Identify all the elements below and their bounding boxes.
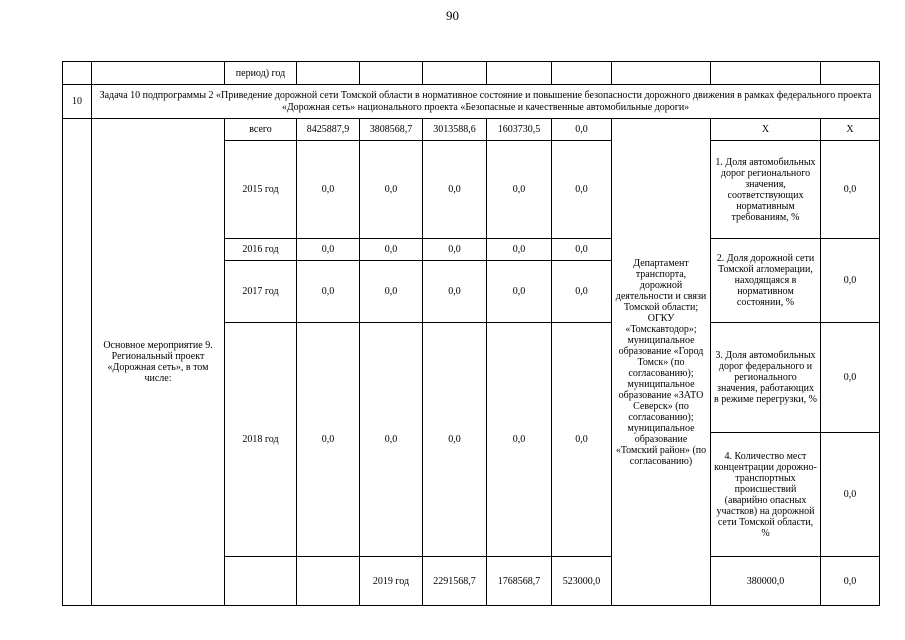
- cell-empty: [612, 62, 711, 85]
- value-cell: 0,0: [297, 141, 360, 239]
- task-title: Задача 10 подпрограммы 2 «Приведение дорожной сети Томской области в нормативное состояние и повышение безопасности дорожного движения в рамках федерального проекта «Дорожная сеть» национального проекта «Безопасные и качественные автомобильные дороги»: [92, 85, 880, 119]
- indicator-value: 0,0: [821, 141, 880, 239]
- program-table: [62, 61, 880, 606]
- value-cell: 1603730,5: [487, 119, 552, 141]
- period-cell: всего: [225, 119, 297, 141]
- value-cell: 0,0: [297, 261, 360, 323]
- value-cell: 0,0: [487, 261, 552, 323]
- indicator-name: 2. Доля дорожной сети Томской агломерации, находящаяся в нормативном состоянии, %: [711, 239, 821, 323]
- period-fragment-cell: период) год: [225, 62, 297, 85]
- indicator-name: 4. Количество мест концентрации дорожно-транспортных происшествий (аварийно опасных участков) на дорожной сети Томской области, %: [711, 433, 821, 557]
- period-cell: 2016 год: [225, 239, 297, 261]
- value-cell: 0,0: [487, 239, 552, 261]
- period-cell: 2015 год: [225, 141, 297, 239]
- value-cell: 2291568,7: [423, 557, 487, 606]
- table-header-row: [63, 62, 880, 85]
- cell-empty: [63, 119, 92, 606]
- value-cell: 523000,0: [552, 557, 612, 606]
- cell-empty: [711, 62, 821, 85]
- value-cell: 0,0: [552, 323, 612, 557]
- value-cell: 0,0: [423, 141, 487, 239]
- indicator-value: 0,0: [821, 433, 880, 557]
- cell-empty: [360, 62, 423, 85]
- value-cell: 0,0: [297, 323, 360, 557]
- value-cell: 0,0: [487, 141, 552, 239]
- value-cell: 0,0: [360, 141, 423, 239]
- value-cell: 3808568,7: [360, 119, 423, 141]
- indicator-value: 0,0: [821, 323, 880, 433]
- value-cell: 0,0: [552, 141, 612, 239]
- period-cell: 2017 год: [225, 261, 297, 323]
- value-cell: 0,0: [821, 557, 880, 606]
- indicator-value: Х: [821, 119, 880, 141]
- value-cell: 0,0: [423, 261, 487, 323]
- page-number: 90: [446, 8, 459, 23]
- cell-empty: [297, 62, 360, 85]
- value-cell: 8425887,9: [297, 119, 360, 141]
- value-cell: 0,0: [487, 323, 552, 557]
- indicator-name: 1. Доля автомобильных дорог регионального значения, соответствующих нормативным требованиям, %: [711, 141, 821, 239]
- cell-empty: [552, 62, 612, 85]
- cell-empty: [92, 62, 225, 85]
- value-cell: 0,0: [423, 323, 487, 557]
- value-cell: 380000,0: [711, 557, 821, 606]
- measure-name: Основное мероприятие 9. Региональный проект «Дорожная сеть», в том числе:: [92, 119, 225, 606]
- value-cell: 0,0: [552, 119, 612, 141]
- indicator-value: 0,0: [821, 239, 880, 323]
- task-row: [63, 85, 880, 119]
- value-cell: 0,0: [552, 239, 612, 261]
- indicator-name: Х: [711, 119, 821, 141]
- period-cell: 2019 год: [360, 557, 423, 606]
- cell-empty: [297, 557, 360, 606]
- value-cell: 1768568,7: [487, 557, 552, 606]
- period-cell: 2018 год: [225, 323, 297, 557]
- table-row: [63, 119, 880, 141]
- value-cell: 3013588,6: [423, 119, 487, 141]
- task-number: 10: [63, 85, 92, 119]
- value-cell: 0,0: [423, 239, 487, 261]
- cell-empty: [423, 62, 487, 85]
- indicator-name: 3. Доля автомобильных дорог федерального и регионального значения, работающих в режиме перегрузки, %: [711, 323, 821, 433]
- cell-empty: [63, 62, 92, 85]
- value-cell: 0,0: [297, 239, 360, 261]
- cell-empty: [821, 62, 880, 85]
- cell-empty: [487, 62, 552, 85]
- value-cell: 0,0: [552, 261, 612, 323]
- executor-cell: Департамент транспорта, дорожной деятельности и связи Томской области; ОГКУ «Томскавтодор»; муниципальное образование «Город Томск» (по согласованию); муниципальное образование «ЗАТО Северск» (по согласованию); муниципальное образование «Томский район» (по согласованию): [612, 119, 711, 606]
- value-cell: 0,0: [360, 239, 423, 261]
- value-cell: 0,0: [360, 261, 423, 323]
- value-cell: 0,0: [360, 323, 423, 557]
- cell-empty: [225, 557, 297, 606]
